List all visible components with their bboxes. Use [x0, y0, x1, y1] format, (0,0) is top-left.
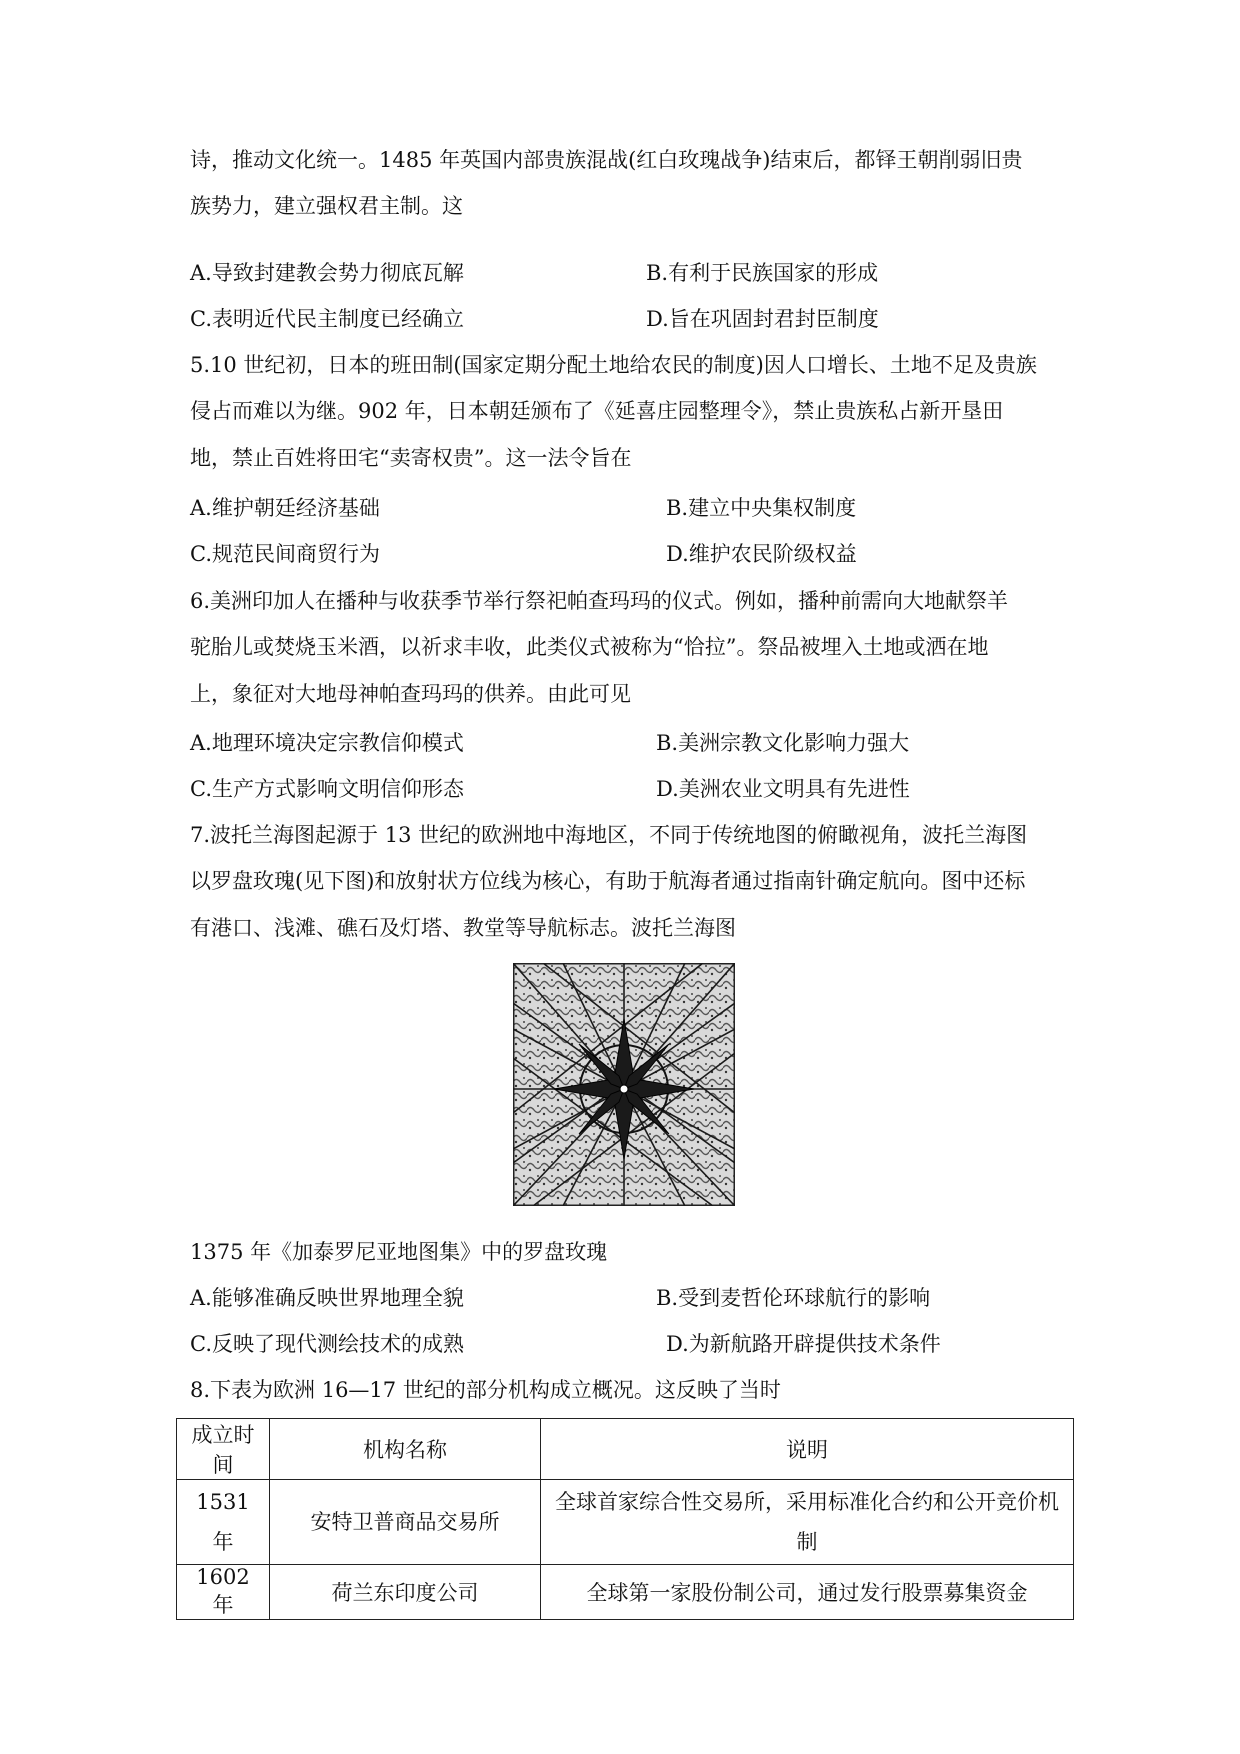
table-header-row	[177, 1419, 1074, 1480]
q4-option-c: C.表明近代民主制度已经确立	[190, 307, 464, 331]
cell-year: 1531 年	[177, 1480, 270, 1565]
institutions-table	[176, 1418, 1074, 1620]
q6-line-3: 上，象征对大地母神帕查玛玛的供养。由此可见	[190, 682, 631, 706]
compass-rose-illustration	[513, 963, 735, 1206]
q5-option-b: B.建立中央集权制度	[666, 496, 857, 520]
compass-rose-figure	[513, 963, 735, 1206]
q5-option-d: D.维护农民阶级权益	[666, 542, 857, 566]
q6-line-1: 6.美洲印加人在播种与收获季节举行祭祀帕查玛玛的仪式。例如，播种前需向大地献祭羊	[190, 589, 1009, 613]
q7-option-d: D.为新航路开辟提供技术条件	[666, 1332, 941, 1356]
table-row	[177, 1480, 1074, 1565]
table-row	[177, 1565, 1074, 1620]
q6-option-d: D.美洲农业文明具有先进性	[656, 777, 910, 801]
header-description: 说明	[541, 1419, 1074, 1480]
q4-line-1: 诗，推动文化统一。1485 年英国内部贵族混战(红白玫瑰战争)结束后，都铎王朝削弱旧贵	[190, 148, 1023, 172]
q4-option-a: A.导致封建教会势力彻底瓦解	[190, 261, 464, 285]
q5-line-2: 侵占而难以为继。902 年，日本朝廷颁布了《延喜庄园整理令》，禁止贵族私占新开垦田	[190, 399, 1004, 423]
cell-year: 1602 年	[177, 1565, 270, 1620]
figure-caption: 1375 年《加泰罗尼亚地图集》中的罗盘玫瑰	[190, 1240, 608, 1264]
header-founded-time: 成立时间	[177, 1419, 270, 1480]
q7-option-c: C.反映了现代测绘技术的成熟	[190, 1332, 464, 1356]
q7-line-3: 有港口、浅滩、礁石及灯塔、教堂等导航标志。波托兰海图	[190, 916, 736, 940]
cell-description: 全球首家综合性交易所，采用标准化合约和公开竞价机制	[541, 1480, 1074, 1565]
q7-line-2: 以罗盘玫瑰(见下图)和放射状方位线为核心，有助于航海者通过指南针确定航向。图中还标	[190, 869, 1026, 893]
q7-line-1: 7.波托兰海图起源于 13 世纪的欧洲地中海地区，不同于传统地图的俯瞰视角，波托兰海图	[190, 823, 1028, 847]
q5-option-a: A.维护朝廷经济基础	[190, 496, 380, 520]
cell-institution: 荷兰东印度公司	[270, 1565, 541, 1620]
q4-option-d: D.旨在巩固封君封臣制度	[646, 307, 879, 331]
cell-institution: 安特卫普商品交易所	[270, 1480, 541, 1565]
q7-option-b: B.受到麦哲伦环球航行的影响	[656, 1286, 931, 1310]
q5-line-3: 地，禁止百姓将田宅“卖寄权贵”。这一法令旨在	[190, 446, 632, 470]
q5-option-c: C.规范民间商贸行为	[190, 542, 380, 566]
q6-option-c: C.生产方式影响文明信仰形态	[190, 777, 464, 801]
q6-option-a: A.地理环境决定宗教信仰模式	[190, 731, 464, 755]
q6-option-b: B.美洲宗教文化影响力强大	[656, 731, 910, 755]
q6-line-2: 驼胎儿或焚烧玉米酒，以祈求丰收，此类仪式被称为“恰拉”。祭品被埋入土地或洒在地	[190, 635, 989, 659]
q5-line-1: 5.10 世纪初，日本的班田制(国家定期分配土地给农民的制度)因人口增长、土地不足及贵族	[190, 353, 1037, 377]
cell-description: 全球第一家股份制公司，通过发行股票募集资金	[541, 1565, 1074, 1620]
q7-option-a: A.能够准确反映世界地理全貌	[190, 1286, 464, 1310]
header-institution-name: 机构名称	[270, 1419, 541, 1480]
q8-stem: 8.下表为欧洲 16—17 世纪的部分机构成立概况。这反映了当时	[190, 1378, 781, 1402]
q4-option-b: B.有利于民族国家的形成	[646, 261, 879, 285]
q4-line-2: 族势力，建立强权君主制。这	[190, 194, 463, 218]
